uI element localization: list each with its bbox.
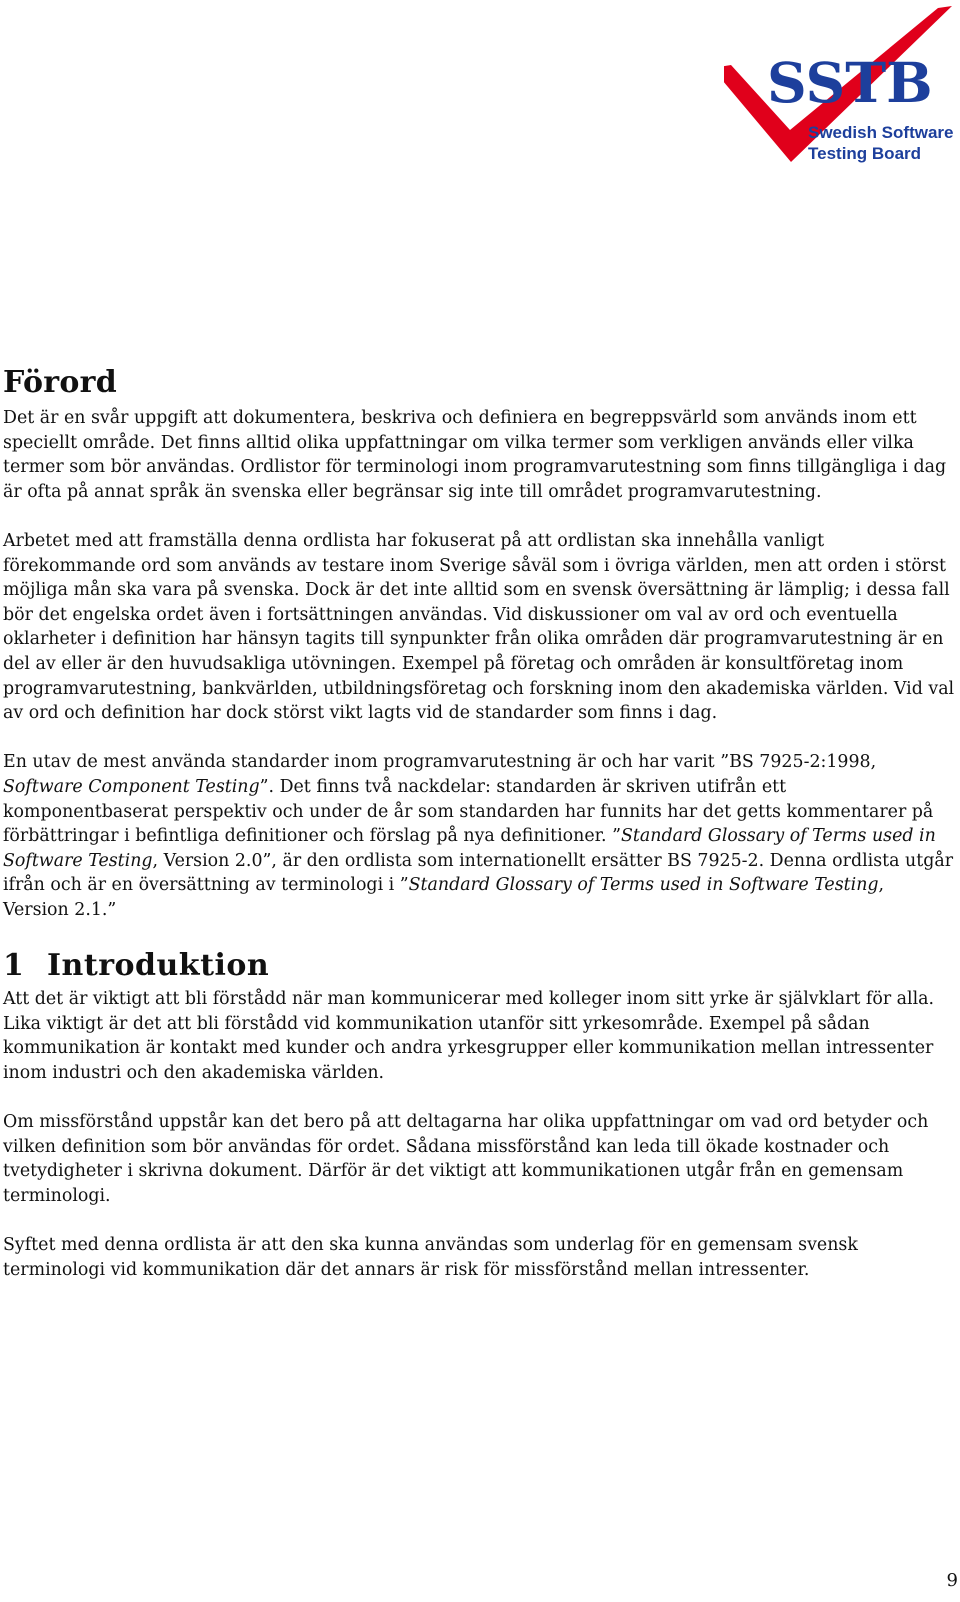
logo-line1: Swedish Software	[808, 123, 954, 142]
foreword-paragraph-2: Arbetet med att framställa denna ordlista har fokuserat på att ordlistan ska innehålla vanligt förekommande ord som används av testare inom Sverige såväl som i övriga världen, men att orden i störst möjliga mån ska vara på svenska. Dock är det inte alltid som en svensk översättning är lämplig; i dessa fall bör det engelska ordet även i fortsättningen användas. Vid diskussioner om val av ord och eventuella oklarheter i definition har hänsyn tagits till synpunkter från olika områden där programvarutestning är en del av eller är den huvudsakliga utövningen. Exempel på företag och områden är konsultföretag inom programvarutestning, bankvärlden, utbildningsföretag och forskning inom den akademiska världen. Vid val av ord och definition har dock störst vikt lagts vid de standarder som finns i dag.	[3, 530, 955, 724]
foreword-p3-text-g: , Version 2.1.”	[3, 875, 885, 920]
introduction-heading	[3, 947, 955, 985]
standard-title-bs7925: Software Component Testing	[3, 776, 260, 797]
logo-line2: Testing Board	[808, 144, 922, 163]
foreword-paragraph-3	[3, 750, 955, 922]
foreword-p3-text-a: En utav de mest använda standarder inom programvarutestning är och har varit ”BS 7925-2:1998,	[3, 752, 877, 773]
foreword-heading: Förord	[3, 365, 118, 400]
logo-acronym: SSTB	[767, 50, 933, 115]
introduction-paragraph-3: Syftet med denna ordlista är att den ska kunna användas som underlag för en gemensam svensk terminologi vid kommunikation där det annars är risk för missförstånd mellan intressenter.	[3, 1235, 858, 1280]
introduction-paragraph-1: Att det är viktigt att bli förstådd när man kommunicerar med kolleger inom sitt yrke är självklart för alla. Lika viktigt är det att bli förstådd vid kommunikation utanför sitt yrkesområde. Exempel på sådan kommunikation är kontakt med kunder och andra yrkesgrupper eller kommunikation mellan intressenter inom industri och den akademiska världen.	[3, 989, 935, 1083]
section-number: 1	[3, 948, 25, 984]
page-content	[3, 365, 955, 1282]
standard-title-glossary: Standard Glossary of Terms used in Software Testing	[3, 826, 936, 871]
foreword-p3-text-c: ”. Det finns två nackdelar: standarden är skriven utifrån ett komponentbaserat perspektiv och under de år som standarden har funnits har det getts kommentarer på förbättringar i befintliga definitioner och förslag på nya definitioner. ”	[3, 776, 934, 847]
section-title: Introduktion	[47, 948, 270, 984]
sstb-logo-graphic	[724, 2, 956, 168]
foreword-p3-text-e: , Version 2.0”, är den ordlista som internationellt ersätter BS 7925-2. Denna ordlista utgår ifrån och är en översättning av terminologi i ”	[3, 850, 954, 896]
foreword-paragraph-1: Det är en svår uppgift att dokumentera, beskriva och definiera en begreppsvärld som används inom ett speciellt område. Det finns alltid olika uppfattningar om vilka termer som verkligen används eller vilka termer som bör användas. Ordlistor för terminologi inom programvarutestning som finns tillgängliga i dag är ofta på annat språk än svenska eller begränsar sig inte till området programvarutestning.	[3, 408, 947, 502]
introduction-paragraph-2: Om missförstånd uppstår kan det bero på att deltagarna har olika uppfattningar om vad ord betyder och vilken definition som bör användas för ordet. Sådana missförstånd kan leda till ökade kostnader och tvetydigheter i skrivna dokument. Därför är det viktigt att kommunikationen utgår från en gemensam terminologi.	[3, 1112, 929, 1206]
standard-title-glossary-2: Standard Glossary of Terms used in Software Testing	[408, 875, 879, 896]
sstb-logo	[724, 2, 956, 168]
page-number: 9	[946, 1570, 958, 1591]
